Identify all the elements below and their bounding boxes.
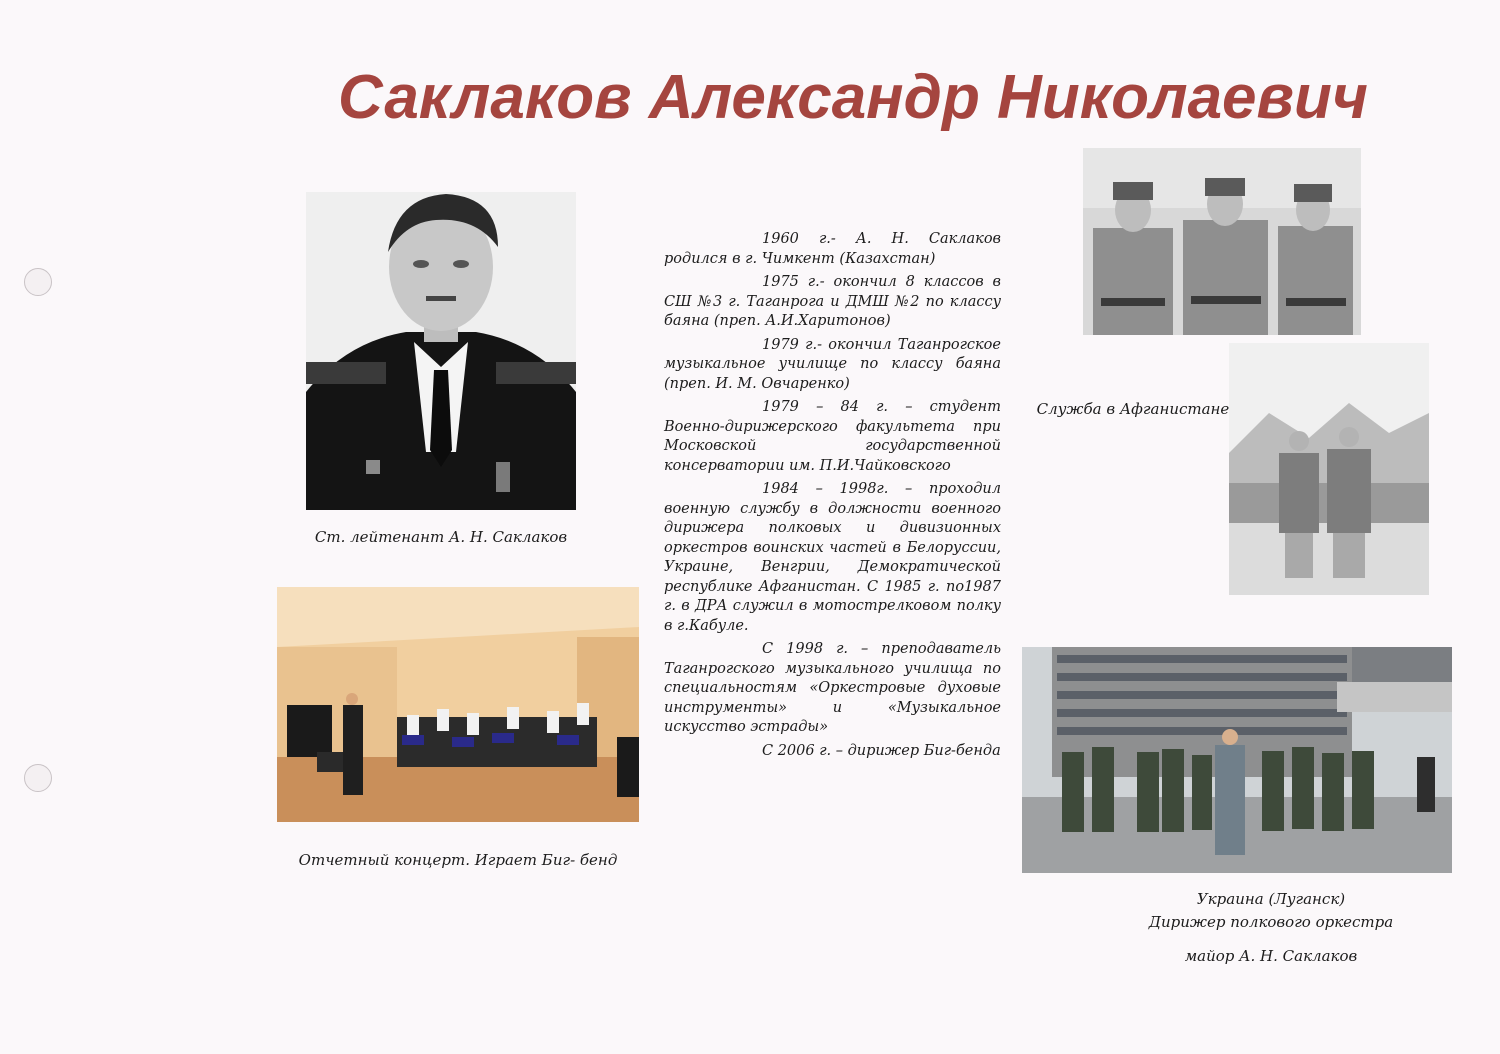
bio-paragraph: С 1998 г. – преподаватель Таганрогского музыкального училища по специальностям «Оркестровые духовые инструменты» и «Музыкальное искусство эстрады»	[664, 641, 1001, 735]
bio-paragraph: С 2006 г. – дирижер Биг-бенда	[762, 742, 1001, 759]
afghanistan-photo-pair	[1229, 343, 1429, 595]
ukraine-photo	[1022, 647, 1452, 873]
biography-text	[664, 230, 1001, 765]
ukraine-caption-line2: Дирижер полкового оркестра	[1148, 913, 1394, 931]
afghanistan-photo-group	[1083, 148, 1361, 335]
ukraine-caption-line3: майор А. Н. Саклаков	[1184, 947, 1358, 965]
concert-photo	[277, 587, 639, 822]
bio-paragraph: 1979 – 84 г. – студент Военно-дирижерского факультета при Московской государственной консерватории им. П.И.Чайковского	[664, 399, 1001, 474]
page-title: Саклаков Александр Николаевич	[338, 63, 1368, 132]
bio-paragraph: 1984 – 1998г. – проходил военную службу в должности военного дирижера полковых и дивизионных оркестров воинских частей в Белоруссии, Украине, Венгрии, Демократической республике Афганистан. С 1985 г. по1987 г. в ДРА служил в мотострелковом полку в г.Кабуле.	[664, 481, 1001, 634]
bio-paragraph: 1960 г.- А. Н. Саклаков родился в г. Чимкент (Казахстан)	[664, 231, 1001, 267]
punch-hole-top	[24, 268, 52, 296]
bio-paragraph: 1979 г.- окончил Таганрогское музыкальное училище по классу баяна (преп. И. М. Овчаренко)	[664, 336, 1001, 392]
ukraine-caption-line1: Украина (Луганск)	[1196, 890, 1346, 908]
afghanistan-caption: Служба в Афганистане	[1036, 400, 1230, 418]
portrait-photo	[306, 192, 576, 510]
portrait-caption: Ст. лейтенант А. Н. Саклаков	[314, 528, 568, 546]
punch-hole-bottom	[24, 764, 52, 792]
concert-caption: Отчетный концерт. Играет Биг- бенд	[298, 851, 618, 869]
bio-paragraph: 1975 г.- окончил 8 классов в СШ №3 г. Таганрога и ДМШ №2 по классу баяна (преп. А.И.Харитонов)	[664, 274, 1001, 329]
